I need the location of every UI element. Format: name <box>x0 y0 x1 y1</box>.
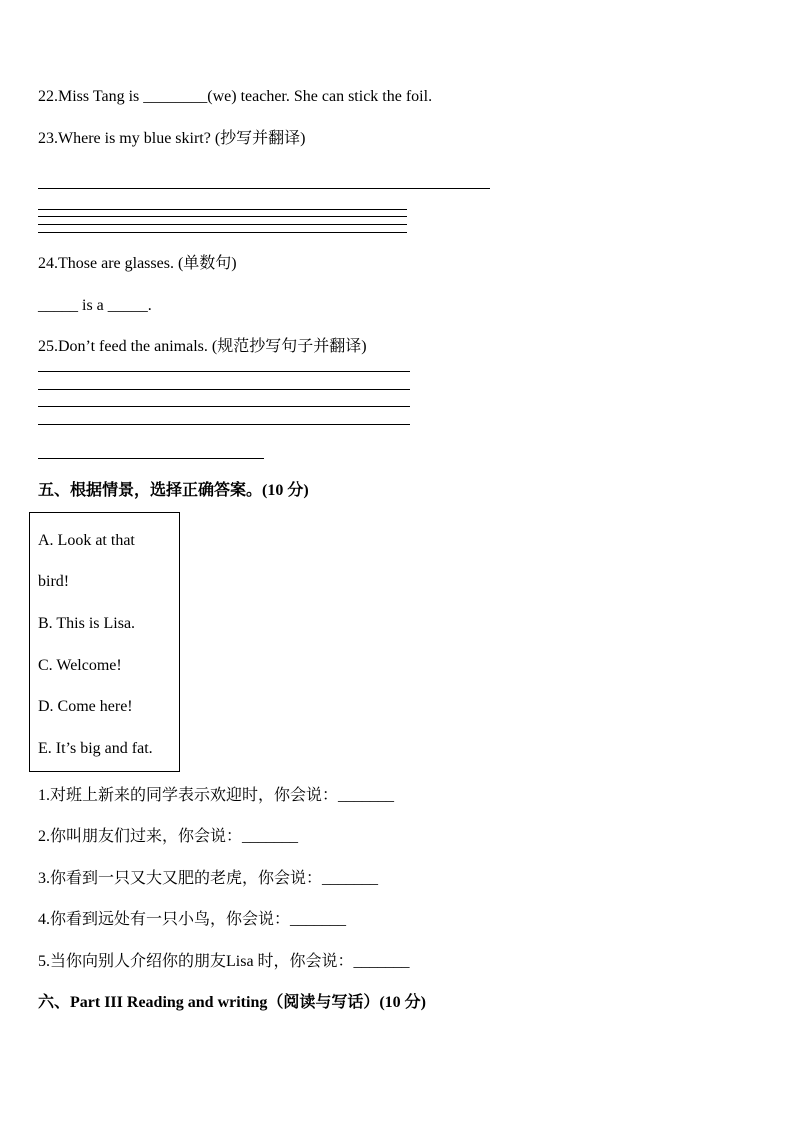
situation-4: 4.你看到远处有一只小鸟，你会说：_______ <box>38 911 347 928</box>
option-a-line1: A. Look at that <box>38 532 135 549</box>
question-24-answer: _____ is a _____. <box>38 297 152 314</box>
writing-line <box>38 224 407 225</box>
answer-line <box>38 458 264 459</box>
answer-line <box>38 389 410 390</box>
option-b: B. This is Lisa. <box>38 615 136 632</box>
situation-1: 1.对班上新来的同学表示欢迎时，你会说：_______ <box>38 787 395 804</box>
option-a-line2: bird! <box>38 573 70 590</box>
option-d: D. Come here! <box>38 698 133 715</box>
answer-line <box>38 188 490 189</box>
question-23: 23.Where is my blue skirt? (抄写并翻译) <box>38 130 306 147</box>
answer-line <box>38 406 410 407</box>
option-c: C. Welcome! <box>38 657 122 674</box>
question-24: 24.Those are glasses. (单数句) <box>38 255 237 272</box>
options-box <box>29 512 180 772</box>
situation-3: 3.你看到一只又大又肥的老虎，你会说：_______ <box>38 870 379 887</box>
question-22: 22.Miss Tang is ________(we) teacher. She can stick the foil. <box>38 88 433 105</box>
writing-line <box>38 216 407 217</box>
writing-line <box>38 232 407 233</box>
answer-line <box>38 371 410 372</box>
answer-line <box>38 424 410 425</box>
option-e: E. It’s big and fat. <box>38 740 153 757</box>
writing-line <box>38 209 407 210</box>
question-25: 25.Don’t feed the animals. (规范抄写句子并翻译) <box>38 338 367 355</box>
section-5-title: 五、根据情景，选择正确答案。(10 分) <box>38 482 309 499</box>
situation-5: 5.当你向别人介绍你的朋友Lisa 时，你会说：_______ <box>38 953 410 970</box>
section-6-title: 六、Part III Reading and writing（阅读与写话）(10 分) <box>38 994 427 1011</box>
situation-2: 2.你叫朋友们过来，你会说：_______ <box>38 828 299 845</box>
